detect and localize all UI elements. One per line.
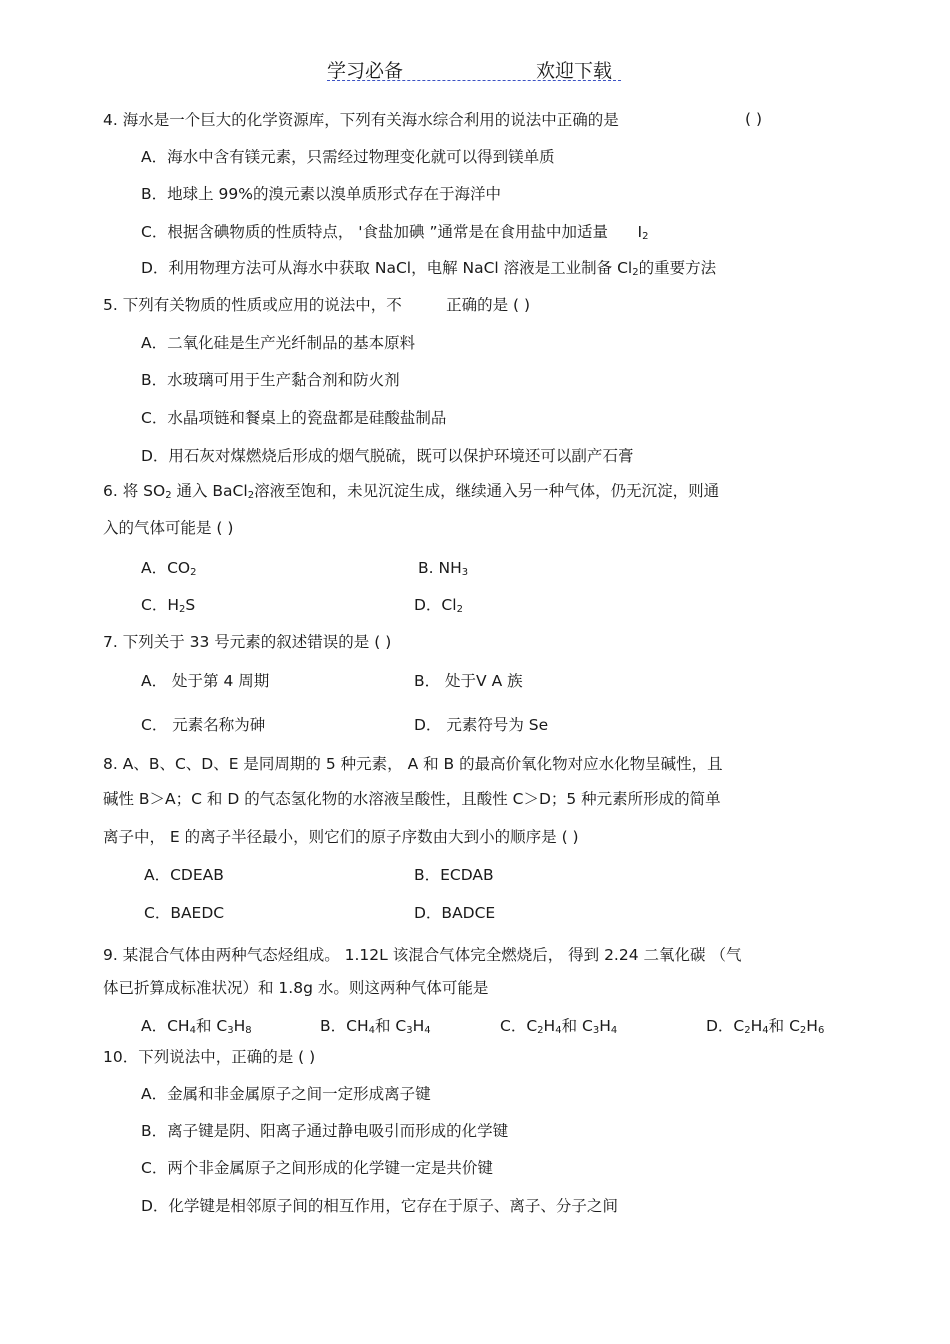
question-4-option-d-text: D．利用物理方法可从海水中获取 NaCl，电解 NaCl 溶液是工业制备 Cl — [141, 259, 633, 277]
question-10-option-a: A．金属和非金属原子之间一定形成离子键 — [141, 1085, 431, 1103]
q9-b-sub2: 3 — [406, 1025, 413, 1036]
q9-b-1: B．CH — [320, 1017, 369, 1035]
question-6-option-d — [414, 595, 463, 620]
question-4-answer-blank: ( ) — [745, 110, 763, 128]
q9-d-2: H — [750, 1017, 763, 1035]
question-9-stem-line2: 体已折算成标准状况）和 1.8g 水。则这两种气体可能是 — [103, 979, 489, 997]
q9-d-sub4: 6 — [817, 1025, 825, 1036]
question-6-option-b-sub: 3 — [461, 567, 469, 578]
question-5-option-b: B．水玻璃可用于生产黏合剂和防火剂 — [141, 371, 400, 389]
question-5-stem-part2: 正确的是 ( ) — [446, 296, 531, 314]
question-8-stem-line2: 碱性 B＞A；C 和 D 的气态氢化物的水溶液呈酸性，且酸性 C＞D；5 种元素所形成的简单 — [103, 790, 721, 808]
q9-d-3: 和 C — [768, 1017, 800, 1035]
question-6-option-c-sub: 2 — [178, 604, 186, 615]
question-6-option-c-text: C．H — [141, 596, 179, 614]
q9-b-2: 和 C — [375, 1017, 407, 1035]
q9-c-1: C．C — [500, 1017, 538, 1035]
q9-d-1: D．C — [706, 1017, 745, 1035]
q9-a-3: H — [233, 1017, 246, 1035]
q9-a-sub2: 3 — [227, 1025, 234, 1036]
question-7-stem: 7. 下列关于 33 号元素的叙述错误的是 ( ) — [103, 633, 392, 651]
q9-a-sub1: 4 — [189, 1025, 196, 1036]
question-9-option-a — [141, 1016, 252, 1041]
question-6-option-b-text: B. NH — [418, 559, 462, 577]
question-6-option-c — [141, 595, 195, 620]
q9-d-4: H — [806, 1017, 818, 1035]
question-4-option-b: B．地球上 99%的溴元素以溴单质形式存在于海洋中 — [141, 185, 502, 203]
question-4-option-a: A．海水中含有镁元素，只需经过物理变化就可以得到镁单质 — [141, 148, 555, 166]
question-10-option-b: B．离子键是阴、阳离子通过静电吸引而形成的化学键 — [141, 1122, 509, 1140]
question-6-stem-p3: 溶液至饱和，未见沉淀生成，继续通入另一种气体，仍无沉淀，则通 — [254, 482, 720, 500]
question-6-stem-sub1: 2 — [165, 490, 172, 501]
question-4-option-c-iodine: I — [637, 223, 643, 241]
question-4-option-d — [141, 258, 716, 283]
question-6-option-d-sub: 2 — [456, 604, 463, 615]
question-6-option-a — [141, 558, 197, 583]
q9-a-sub3: 8 — [245, 1025, 252, 1036]
question-4-option-c-text: C．根据含碘物质的性质特点， '食盐加碘 ”通常是在食用盐中加适量 — [141, 223, 608, 241]
question-5-option-a: A．二氧化硅是生产光纤制品的基本原料 — [141, 334, 416, 352]
question-6-stem-p1: 6. 将 SO — [103, 482, 166, 500]
question-4-option-c-subscript: 2 — [642, 231, 649, 242]
question-5-stem-part1: 5. 下列有关物质的性质或应用的说法中，不 — [103, 296, 402, 314]
q9-c-3: 和 C — [561, 1017, 593, 1035]
question-9-stem-line1: 9. 某混合气体由两种气态烃组成。 1.12L 该混合气体完全燃烧后， 得到 2.24 二氧化碳 （气 — [103, 946, 742, 964]
question-6-option-d-text: D．Cl — [414, 596, 457, 614]
question-5-option-c: C．水晶项链和餐桌上的瓷盘都是硅酸盐制品 — [141, 409, 447, 427]
question-9-option-c — [500, 1016, 617, 1041]
question-9-option-d — [706, 1016, 824, 1041]
question-4-option-c — [141, 222, 649, 247]
q9-b-3: H — [412, 1017, 425, 1035]
question-7-option-a: A． 处于第 4 周期 — [141, 672, 270, 690]
header-right-text: 欢迎下载 — [536, 60, 613, 82]
question-6-stem — [103, 481, 719, 506]
question-6-option-c-end: S — [185, 596, 196, 614]
header-dashed-underline — [327, 80, 621, 81]
q9-d-sub1: 2 — [744, 1025, 751, 1036]
question-6-option-a-sub: 2 — [190, 567, 197, 578]
q9-c-4: H — [599, 1017, 611, 1035]
q9-c-sub2: 4 — [555, 1025, 562, 1036]
q9-b-sub1: 4 — [368, 1025, 375, 1036]
question-6-option-b — [418, 558, 468, 583]
q9-c-sub3: 3 — [592, 1025, 600, 1036]
q9-c-2: H — [543, 1017, 556, 1035]
question-6-stem-p2: 通入 BaCl — [176, 482, 248, 500]
question-8-option-b: B．ECDAB — [414, 866, 494, 884]
q9-b-sub3: 4 — [424, 1025, 431, 1036]
q9-d-sub2: 4 — [762, 1025, 769, 1036]
question-5-option-d: D．用石灰对煤燃烧后形成的烟气脱硫，既可以保护环境还可以副产石膏 — [141, 447, 634, 465]
question-8-option-d: D．BADCE — [414, 904, 496, 922]
question-10-stem: 10．下列说法中，正确的是 ( ) — [103, 1048, 316, 1066]
question-7-option-b: B． 处于Ⅴ A 族 — [414, 672, 523, 690]
question-10-option-d: D．化学键是相邻原子间的相互作用，它存在于原子、离子、分子之间 — [141, 1197, 618, 1215]
question-8-option-a: A．CDEAB — [144, 866, 224, 884]
question-6-option-a-text: A．CO — [141, 559, 191, 577]
question-7-option-c: C． 元素名称为砷 — [141, 716, 266, 734]
q9-a-2: 和 C — [195, 1017, 228, 1035]
question-5-stem — [103, 295, 530, 315]
question-10-option-c: C．两个非金属原子之间形成的化学键一定是共价键 — [141, 1159, 493, 1177]
question-7-option-d: D． 元素符号为 Se — [414, 716, 549, 734]
question-6-stem-line2: 入的气体可能是 ( ) — [103, 519, 234, 537]
question-8-stem-line3: 离子中， E 的离子半径最小，则它们的原子序数由大到小的顺序是 ( ) — [103, 828, 579, 846]
question-4-stem: 4. 海水是一个巨大的化学资源库，下列有关海水综合利用的说法中正确的是 — [103, 111, 619, 129]
q9-c-sub4: 4 — [610, 1025, 618, 1036]
question-9-option-b — [320, 1016, 431, 1041]
q9-a-1: A．CH — [141, 1017, 190, 1035]
q9-c-sub1: 2 — [537, 1025, 544, 1036]
q9-d-sub3: 2 — [799, 1025, 807, 1036]
question-6-stem-sub2: 2 — [247, 490, 255, 501]
question-8-stem-line1: 8. A、B、C、D、E 是同周期的 5 种元素， A 和 B 的最高价氧化物对应水化物呈碱性，且 — [103, 755, 723, 773]
header-left-text: 学习必备 — [327, 60, 404, 82]
page-header — [0, 56, 950, 86]
question-4-option-d-subscript: 2 — [632, 267, 639, 278]
question-4-option-d-end: 的重要方法 — [638, 259, 717, 277]
question-8-option-c: C．BAEDC — [144, 904, 225, 922]
